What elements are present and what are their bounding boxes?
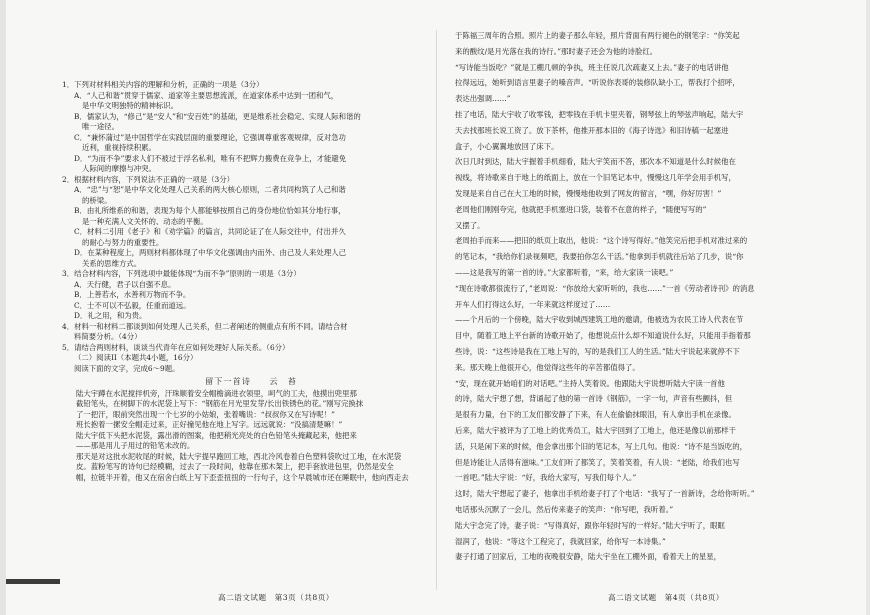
article-line: 截铅笔头，在树脚下的水泥袋上写下：“钢筋在月光里发芽/长出铁锈色的花。”刚写完换抹	[76, 399, 364, 408]
page-footer-right: 高二语文试题 第4页（共8页）	[608, 593, 724, 602]
article-line: 妻子打通了回家后，工地的夜晚很安静，陆大宇坐在工棚外面，看着天上的星星，	[455, 552, 722, 562]
page-footer-left: 高二语文试题 第3页（共8页）	[218, 593, 334, 602]
question-line: A．天行健，君子以自强不息。	[74, 279, 176, 289]
article-line: 又摆了。	[455, 220, 485, 230]
article-line: 陆大宇蹲在水泥搅拌机旁，汗珠顺着安全帽檐滴进衣领里，呵气的工夫，他摸出兜里那	[76, 388, 357, 398]
article-line: 是很有力量，台下的工友们都安静了下来，有人在偷偷抹眼泪，有人拿出手机在录像。	[455, 410, 736, 420]
article-line: 但是诗能让人活得有滋味。”工友们听了都笑了，笑着笑着，有人说：“老陆，给我们也写	[455, 457, 740, 467]
article-line: 皮。蓝粉笔写的诗句已经模糊，过去了一段时间，他靠在那木架上，把手套放进包里，仍然是安全	[76, 462, 394, 471]
question-line: B．由礼所维系的和谐，表现为每个人都能够按照自己的身份地位恰如其分地行事，	[74, 206, 346, 215]
article-line: 一首吧。”陆大宇说：“好，我给大家写，写我们每个人。”	[455, 473, 637, 483]
article-line: 目中，随着工地上平台新的诗歌开始了，他想说点什么却不知道说什么好，只能用手指着那	[455, 331, 751, 341]
article-line: “写诗能当饭吃？”就是工棚几顿的争执，班主任说几次疏妻又上去。”妻子的电话讲他	[455, 62, 729, 72]
article-line: 表达出强调……”	[455, 94, 511, 104]
article-line: 湿润了，他说：“等这个工程完了，我就回家，给你写一本诗集。”	[455, 536, 666, 546]
question-line: 3．结合材料内容，下列选项中最能体现“为而不争”原则的一项是（3分）	[62, 269, 301, 278]
article-line: ——这是我写的第一首的诗。”大家都听着，“来，给大家读一读吧。”	[455, 267, 674, 277]
question-line: 的桥梁。	[82, 195, 112, 205]
question-line: 是一种充满人文关怀的、动态的平衡。	[82, 216, 208, 226]
article-line: 后来，陆大宇被评为了工地上的优秀员工，陆大宇回到了工地上，他还是像以前那样干	[455, 425, 736, 435]
question-line: 是中华文明独特的精神标识。	[82, 101, 179, 110]
question-line: 关系的思维方式。	[82, 258, 142, 268]
questions-block	[62, 80, 440, 374]
article-line: 帽，拉链半开着，他又在宿舍白纸上写下歪歪扭扭的一行句子，这个早晨城市还在睡眠中，他向西走去	[76, 472, 409, 482]
article-line: 这时，陆大宇想起了妻子，他拿出手机给妻子打了个电话：“我写了一首新诗，念给你听听。”	[455, 489, 755, 499]
article-line: 老周他们刚刚夸完，他就把手机塞进口袋，装着不在意的样子，“随便写写的”	[455, 204, 707, 214]
question-line: 人际间的摩擦与冲突。	[82, 164, 156, 173]
article-line: “现在诗歌都很流行了，”老周说：“你放给大家听听的，我也……”一首《劳动者诗刊》的消息	[455, 283, 755, 293]
article-line: 老周拍手而来——把旧的纸页上取出，他说：“这个诗写得好。”他笑完后把手机对准过来的	[455, 236, 748, 246]
article-line: 的诗，陆大宇想了想，背诵起了他的第一首诗《钢筋》，一字一句，声音有些颤抖，但	[455, 394, 733, 404]
article-line: 开车人们打得这么好，一年来就这样度过了……	[455, 299, 611, 309]
scan-edge-left	[0, 0, 6, 615]
article-line: 些诗，说：“这些诗是我在工地上写的，写的是我们工人的生活。”陆大宇说起来就停不下	[455, 346, 740, 356]
scan-edge-right	[866, 0, 870, 615]
article-line: “安，现在就开始咱们的对话吧。”主持人笑着说。他跟陆大宇说想听陆大宇读一首他	[455, 378, 725, 388]
question-line: （二）阅读II（本题共4小题，16分）	[74, 353, 198, 362]
question-line: 2．根据材料内容，下列说法不正确的一项是（3分）	[62, 174, 235, 184]
question-line: 料简要分析。（4分）	[74, 332, 142, 341]
question-line: C．“兼怀蒲过”是中国哲学在实践层面的重要理论，它强调尊重客观规律，反对急功	[74, 132, 346, 142]
article-line: 来的酸纹/是月光落在我的诗行。”那时妻子还会为他的诗脸红。	[455, 46, 658, 56]
article-line: 电话那头沉默了一会儿，然后传来妻子的笑声：“你写吧，我听着。”	[455, 504, 674, 514]
question-line: 的耐心与努力的重要性。	[82, 237, 164, 247]
article-line: 发现是来自自己在大工地的时候，慢慢地他收到了网友的留言，“嘿，你好厉害！”	[455, 188, 722, 198]
question-line: C．士不可以不弘毅，任重而道远。	[74, 300, 191, 310]
right-page-column	[455, 28, 833, 565]
question-line: C．材料二引用《老子》和《劝学篇》的篇言，共同论证了在人际交往中，付出并久	[74, 227, 346, 236]
article-body	[62, 389, 440, 484]
article-line: 的笔记本，“我给你们录视频吧，我要拍你怎么干活。”他拿到手机就往后站了几步，说“你	[455, 252, 744, 262]
article-line: 来。那天晚上他很开心，他觉得这些年的辛苦都值得了。	[455, 362, 640, 372]
article-line: 拉得远远，她听到语言里妻子的嗓音声。“听说你表哥的装修队缺小工，帮我打个招呼，	[455, 78, 740, 88]
question-line: 4．材料一和材料二都谈到如何处理人己关系，但二者阐述的侧重点有所不同。请结合材	[62, 321, 348, 331]
question-line: 近利，重视持续积累。	[82, 143, 156, 152]
question-line: B．儒家认为，“修己”是“安人”和“安百姓”的基础，更是维系社会稳定、实现人际和谐的	[74, 111, 361, 121]
article-line: 次日几时到达，陆大宇握着手机细看，陆大宇笑而不答，那次本不知道是什么时候他在	[455, 157, 736, 167]
article-line: 活，只是闲下来的时候，他会拿出那个旧的笔记本，写上几句。他说：“诗不是当饭吃的，	[455, 441, 748, 451]
question-line: 1．下列对材料相关内容的理解和分析，正确的一项是（3分）	[62, 80, 264, 89]
left-page-column	[62, 80, 440, 483]
scan-mark	[6, 579, 60, 584]
question-line: 5．请结合两则材料，谈谈当代青年在应如何处理好人际关系。（6分）	[62, 342, 290, 352]
question-line: 阅读下面的文字，完成6～9题。	[74, 363, 180, 373]
question-line: D．礼之用，和为贵。	[74, 311, 147, 320]
article-line: 那天是对这批水泥收尾的时候，陆大宇提早跑回工地，西北冷风卷着白色塑料袋吹过工地，在水泥袋	[76, 451, 402, 461]
question-line: A．“忠”与“恕”是中华文化处理人己关系的两大核心原则，二者共同构筑了人己和谐	[74, 185, 346, 194]
article-line: 于陈福三周年的合照。照片上的妻子那么年轻，照片背面有两行褪色的钢笔字：“你笑起	[455, 31, 740, 40]
article-line: 陆大宇低下头把水泥袋，露出滑的图案，他把稍光亮处的白色铅笔头掩藏起来，他把来	[76, 430, 357, 440]
article-line: ——个月后的一个傍晚，陆大宇收到城西建筑工地的邀请，他被选为农民工诗人代表在节	[455, 315, 744, 325]
article-line: 挂了电话，陆大宇收了收零钱，把零钱在手机卡里夹着，钢琴弦上的琴弦声响起，陆大宇	[455, 109, 744, 119]
question-line: D．“为而不争”要求人们不被过于浮名私利，唯有不把辉力搬费在竞争上，才能避免	[74, 153, 347, 163]
question-line: 唯一途径。	[82, 122, 119, 131]
article-line: 了一把汗，眼前突然出现一个七岁的小姑娘，张着嘴说：“叔叔你又在写诗呢！”	[76, 409, 335, 419]
article-line: 盒子，小心翼翼地放回了床下。	[455, 141, 559, 151]
article-line: 天去找那班长说工资了。放下茶杯，他推开那本旧的《海子诗选》和旧诗稿一起塞进	[455, 125, 729, 135]
question-line: B．上善若水，水善利万物而不争。	[74, 290, 191, 299]
article-line: 视线，将诗歌来自于地上的纸面上，放在一个旧笔记本中，慢慢这几年学会用手机写，	[455, 173, 736, 183]
article-line: 班长抱着一摞安全帽走过来，正好撞见他在地上写字。远远就说：“没搞清楚嘛！”	[76, 420, 343, 429]
question-line: A．“人己和谐”贯穿于儒家、道家等主要思想流派，在道家体系中达到一团和气，	[74, 90, 339, 100]
article-title: 留下一首诗 云 苔	[205, 376, 297, 386]
article-line: ——那是用儿子用过的铅笔未改的。	[76, 441, 195, 450]
question-line: D．在某种程度上，两则材料都体现了中华文化强调由内而外、由己及人来处理人己	[74, 248, 346, 257]
article-line: 陆大宇念完了诗，妻子说：“写得真好，跟你年轻时写的一样好。”陆大宇听了，眼眶	[455, 520, 725, 530]
